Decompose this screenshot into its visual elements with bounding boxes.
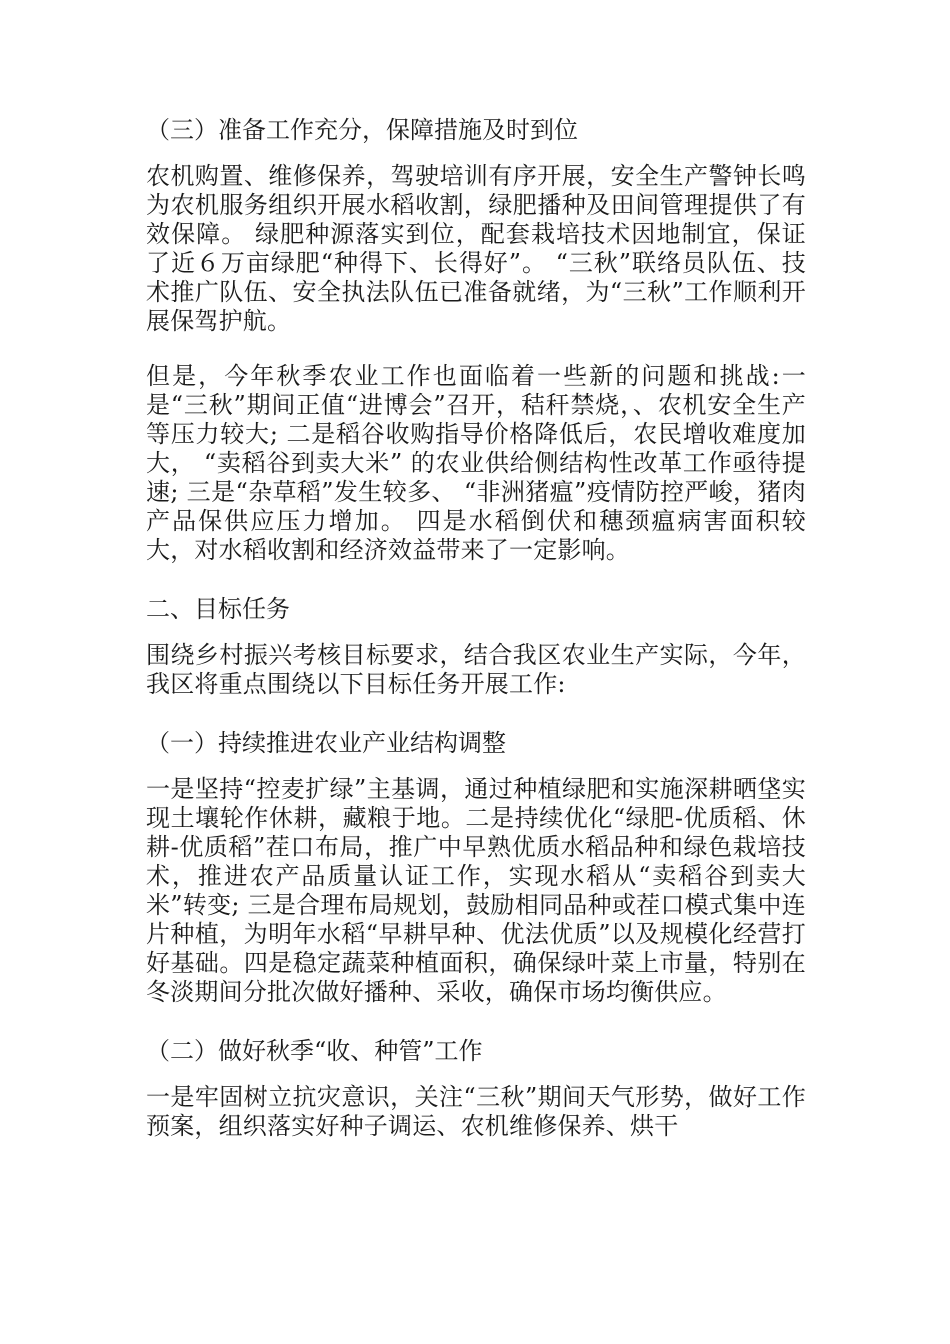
paragraph-autumn-work: 一是牢固树立抗灾意识，关注“三秋”期间天气形势，做好工作预案，组织落实好种子调运、农机维修保养、烘干 [146,1083,806,1140]
subsection-heading-autumn-work: （二）做好秋季“收、种管”工作 [146,1037,483,1065]
section-heading-preparation: （三）准备工作充分，保障措施及时到位 [146,116,578,144]
paragraph-machinery-preparation: 农机购置、维修保养，驾驶培训有序开展，安全生产警钟长鸣 为农机服务组织开展水稻收割，绿肥播种及田间管理提供了有效保障。 绿肥种源落实到位，配套栽培技术因地制宜，保证了近６万亩绿肥“种得下、长得好”。 “三秋”联络员队伍、技术推广队伍、安全执法队伍已准备就绪，为“三秋”工作顺利开展保驾护航。 [146,162,806,335]
paragraph-structure-adjustment: 一是坚持“控麦扩绿”主基调，通过种植绿肥和实施深耕晒垡实现土壤轮作休耕，藏粮于地。二是持续优化“绿肥-优质稻、休耕-优质稻”茬口布局，推广中早熟优质水稻品种和绿色栽培技术，推进农产品质量认证工作，实现水稻从“卖稻谷到卖大米”转变; 三是合理布局规划，鼓励相同品种或茬口模式集中连片种植，为明年水稻“早耕早种、优法优质”以及规模化经营打好基础。四是稳定蔬菜种植面积，确保绿叶菜上市量，特别在冬淡期间分批次做好播种、采收，确保市场均衡供应。 [146,775,806,1006]
document-body [146,112,806,1167]
paragraph-challenges: 但是，今年秋季农业工作也面临着一些新的问题和挑战:一是“三秋”期间正值“进博会”召开，秸秆禁烧，、农机安全生产等压力较大; 二是稻谷收购指导价格降低后，农民增收难度加大， “卖稻谷到卖大米” 的农业供给侧结构性改革工作亟待提速; 三是“杂草稻”发生较多、 “非洲猪瘟”疫情防控严峻，猪肉产品保供应压力增加。 四是水稻倒伏和穗颈瘟病害面积较大，对水稻收割和经济效益带来了一定影响。 [146,362,806,564]
paragraph-goals-intro: 围绕乡村振兴考核目标要求，结合我区农业生产实际，今年，我区将重点围绕以下目标任务开展工作: [146,641,806,698]
section-heading-goals: 二、目标任务 [146,595,290,623]
subsection-heading-structure-adjustment: （一）持续推进农业产业结构调整 [146,729,506,757]
